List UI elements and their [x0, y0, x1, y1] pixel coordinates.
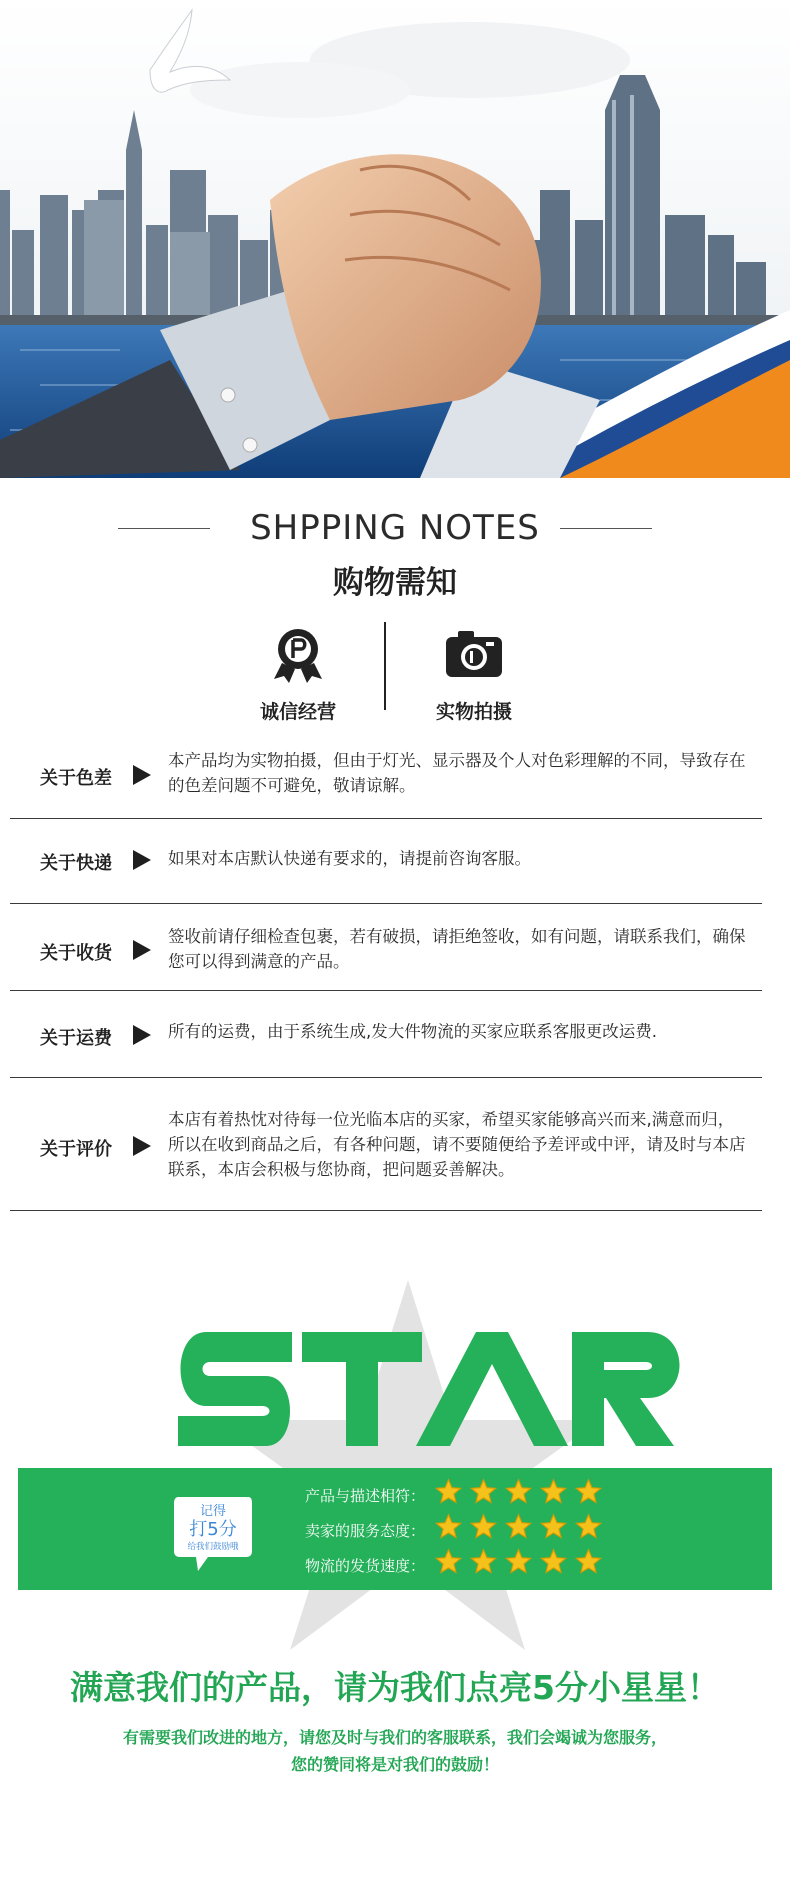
play-arrow-icon — [133, 1136, 151, 1156]
rating-label: 卖家的服务态度： — [305, 1522, 426, 1540]
play-arrow-icon — [133, 1025, 151, 1045]
divider — [10, 1077, 762, 1078]
note-text: 所有的运费，由于系统生成,发大件物流的买家应联系客服更改运费. — [168, 1022, 657, 1041]
feature-divider — [384, 622, 386, 710]
note-color-difference — [10, 742, 762, 802]
gold-star-icon — [505, 1478, 532, 1505]
note-label: 关于评价 — [40, 1139, 112, 1160]
hero-banner — [0, 0, 790, 478]
note-text: 本产品均为实物拍摄，但由于灯光、显示器及个人对色彩理解的不同，导致存在的色差问题不可避免，敬请谅解。 — [168, 751, 746, 795]
ribbon-badge-icon — [268, 625, 328, 685]
camera-icon — [444, 625, 504, 685]
gold-star-icon — [470, 1513, 497, 1540]
gold-star-icon — [435, 1513, 462, 1540]
gold-star-icon — [435, 1548, 462, 1575]
rate-5-badge — [172, 1493, 254, 1573]
gold-star-icon — [435, 1478, 462, 1505]
note-receiving — [10, 922, 762, 982]
divider — [10, 818, 762, 819]
gold-star-icon — [505, 1548, 532, 1575]
rating-label: 物流的发货速度： — [305, 1557, 426, 1575]
rating-label: 产品与描述相符： — [305, 1487, 426, 1505]
badge-line2: 打5分 — [189, 1519, 237, 1540]
heading-title-en: SHPPING NOTES — [250, 508, 540, 548]
note-text: 本店有着热忱对待每一位光临本店的买家，希望买家能够高兴而来,满意而归，所以在收到商品之后，有各种问题，请不要随便给予差评或中评，请及时与本店联系，本店会积极与您协商，把问题妥善解决。 — [168, 1110, 746, 1179]
gold-star-icon — [540, 1478, 567, 1505]
divider — [10, 1210, 762, 1211]
note-label: 关于快递 — [40, 853, 112, 874]
cta-headline: 满意我们的产品，请为我们点亮5分小星星！ — [70, 1668, 720, 1707]
cta-subtext-line2: 您的赞同将是对我们的鼓励！ — [290, 1755, 499, 1774]
divider — [10, 903, 762, 904]
badge-line3: 给我们鼓励哦 — [187, 1542, 239, 1552]
feature-label: 诚信经营 — [259, 701, 336, 723]
gold-star-icon — [575, 1513, 602, 1540]
gold-star-icon — [540, 1513, 567, 1540]
note-reviews — [10, 1105, 762, 1195]
heading-title-cn: 购物需知 — [333, 565, 457, 601]
gold-star-icon — [575, 1478, 602, 1505]
gold-star-icon — [505, 1513, 532, 1540]
rating-stars — [435, 1548, 610, 1575]
note-text: 签收前请仔细检查包裹，若有破损，请拒绝签收，如有问题，请联系我们，确保您可以得到满意的产品。 — [168, 927, 746, 971]
note-label: 关于色差 — [40, 768, 112, 789]
play-arrow-icon — [133, 765, 151, 785]
feature-label: 实物拍摄 — [435, 701, 512, 723]
note-text: 如果对本店默认快递有要求的，请提前咨询客服。 — [168, 849, 531, 868]
play-arrow-icon — [133, 850, 151, 870]
gold-star-icon — [575, 1548, 602, 1575]
heading-line-right — [560, 528, 652, 529]
badge-line1: 记得 — [199, 1504, 227, 1519]
feature-honest-business — [218, 625, 378, 724]
gold-star-icon — [470, 1478, 497, 1505]
gold-star-icon — [470, 1548, 497, 1575]
feature-real-photos — [394, 625, 554, 724]
note-express — [10, 838, 762, 888]
note-label: 关于收货 — [40, 943, 112, 964]
note-shipping-fee — [10, 1010, 762, 1060]
gold-star-icon — [540, 1548, 567, 1575]
divider — [10, 990, 762, 991]
rating-stars — [435, 1478, 610, 1505]
star-wordmark — [0, 1320, 790, 1460]
cta-subtext-line1: 有需要我们改进的地方，请您及时与我们的客服联系，我们会竭诚为您服务， — [122, 1728, 667, 1747]
play-arrow-icon — [133, 940, 151, 960]
rating-stars — [435, 1513, 610, 1540]
note-label: 关于运费 — [40, 1028, 112, 1049]
handshake-city-illustration — [0, 0, 790, 478]
